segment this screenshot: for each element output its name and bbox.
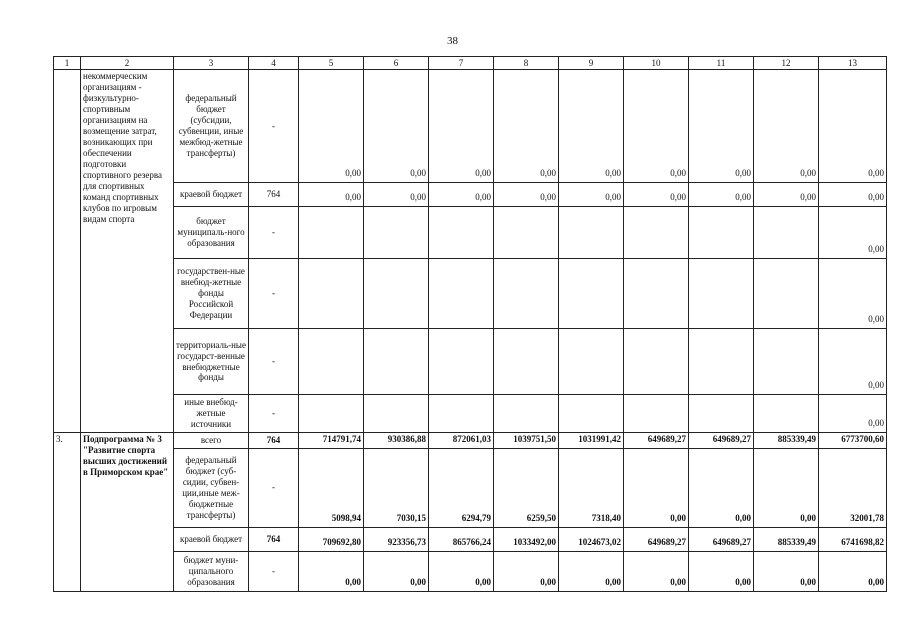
amount-cell xyxy=(364,329,429,395)
column-header: 13 xyxy=(819,57,887,70)
amount-cell: 0,00 xyxy=(819,207,887,259)
amount-cell xyxy=(624,259,689,329)
amount-cell: 0,00 xyxy=(689,183,754,207)
amount-cell: 1024673,02 xyxy=(559,527,624,551)
amount-cell: 1033492,00 xyxy=(494,527,559,551)
amount-cell xyxy=(754,259,819,329)
amount-cell xyxy=(494,207,559,259)
amount-cell: 923356,73 xyxy=(364,527,429,551)
amount-cell: 649689,27 xyxy=(689,527,754,551)
budget-table xyxy=(53,56,887,592)
amount-cell: 0,00 xyxy=(624,70,689,183)
amount-cell: 1039751,50 xyxy=(494,433,559,449)
amount-cell: 865766,24 xyxy=(429,527,494,551)
row-index xyxy=(54,70,81,433)
amount-cell xyxy=(689,207,754,259)
page-number: 38 xyxy=(447,35,458,47)
amount-cell: 5098,94 xyxy=(299,448,364,527)
amount-cell: 0,00 xyxy=(299,183,364,207)
row-index: 3. xyxy=(54,433,81,592)
column-header: 8 xyxy=(494,57,559,70)
amount-cell xyxy=(689,329,754,395)
amount-cell xyxy=(689,395,754,433)
amount-cell: 0,00 xyxy=(364,551,429,591)
column-number-row xyxy=(54,57,887,70)
amount-cell xyxy=(429,207,494,259)
amount-cell xyxy=(754,329,819,395)
column-header: 11 xyxy=(689,57,754,70)
amount-cell: 0,00 xyxy=(819,329,887,395)
amount-cell: 0,00 xyxy=(299,551,364,591)
amount-cell: 0,00 xyxy=(494,70,559,183)
amount-cell: 930386,88 xyxy=(364,433,429,449)
column-header: 6 xyxy=(364,57,429,70)
amount-cell: 649689,27 xyxy=(689,433,754,449)
amount-cell: 0,00 xyxy=(819,70,887,183)
amount-cell: 0,00 xyxy=(819,183,887,207)
budget-code: - xyxy=(249,551,299,591)
amount-cell xyxy=(364,259,429,329)
table-row xyxy=(54,433,887,449)
funding-source: бюджет муни-ципального образования xyxy=(174,551,249,591)
table-row xyxy=(54,259,887,329)
amount-cell: 0,00 xyxy=(754,183,819,207)
budget-code: - xyxy=(249,70,299,183)
funding-source: федеральный бюджет (субсидии, субвенции, иные межбюд-жетные трансферты) xyxy=(174,70,249,183)
amount-cell xyxy=(364,207,429,259)
amount-cell: 7318,40 xyxy=(559,448,624,527)
amount-cell: 649689,27 xyxy=(624,527,689,551)
amount-cell xyxy=(559,329,624,395)
amount-cell: 0,00 xyxy=(689,70,754,183)
amount-cell xyxy=(494,259,559,329)
amount-cell xyxy=(299,329,364,395)
table-row xyxy=(54,395,887,433)
amount-cell: 0,00 xyxy=(364,70,429,183)
table-row xyxy=(54,527,887,551)
table-row xyxy=(54,551,887,591)
column-header: 12 xyxy=(754,57,819,70)
amount-cell: 0,00 xyxy=(624,551,689,591)
amount-cell: 0,00 xyxy=(429,551,494,591)
column-header: 9 xyxy=(559,57,624,70)
amount-cell xyxy=(299,395,364,433)
amount-cell: 0,00 xyxy=(819,551,887,591)
amount-cell: 0,00 xyxy=(754,448,819,527)
amount-cell: 0,00 xyxy=(429,70,494,183)
amount-cell xyxy=(624,395,689,433)
amount-cell: 0,00 xyxy=(559,70,624,183)
amount-cell: 0,00 xyxy=(689,551,754,591)
column-header: 10 xyxy=(624,57,689,70)
amount-cell: 6294,79 xyxy=(429,448,494,527)
table-row xyxy=(54,448,887,527)
column-header: 2 xyxy=(81,57,174,70)
amount-cell: 872061,03 xyxy=(429,433,494,449)
budget-code: 764 xyxy=(249,527,299,551)
amount-cell xyxy=(754,395,819,433)
amount-cell xyxy=(299,259,364,329)
table-row xyxy=(54,207,887,259)
amount-cell: 6259,50 xyxy=(494,448,559,527)
amount-cell: 1031991,42 xyxy=(559,433,624,449)
amount-cell xyxy=(689,259,754,329)
amount-cell xyxy=(364,395,429,433)
amount-cell xyxy=(559,259,624,329)
amount-cell: 0,00 xyxy=(689,448,754,527)
amount-cell xyxy=(559,207,624,259)
funding-source: иные внебюд-жетные источники xyxy=(174,395,249,433)
amount-cell xyxy=(429,259,494,329)
program-name xyxy=(81,433,174,592)
amount-cell: 709692,80 xyxy=(299,527,364,551)
funding-source: государствен-ные внебюд-жетные фонды Российской Федерации xyxy=(174,259,249,329)
amount-cell xyxy=(494,329,559,395)
column-header: 4 xyxy=(249,57,299,70)
table-row xyxy=(54,70,887,183)
column-header: 5 xyxy=(299,57,364,70)
amount-cell: 0,00 xyxy=(299,70,364,183)
amount-cell: 714791,74 xyxy=(299,433,364,449)
amount-cell: 885339,49 xyxy=(754,433,819,449)
table-row xyxy=(54,329,887,395)
budget-code: 764 xyxy=(249,433,299,449)
budget-code: - xyxy=(249,329,299,395)
amount-cell: 0,00 xyxy=(819,259,887,329)
amount-cell: 0,00 xyxy=(429,183,494,207)
amount-cell xyxy=(624,207,689,259)
amount-cell: 0,00 xyxy=(364,183,429,207)
amount-cell: 0,00 xyxy=(559,183,624,207)
column-header: 3 xyxy=(174,57,249,70)
amount-cell: 649689,27 xyxy=(624,433,689,449)
amount-cell: 0,00 xyxy=(819,395,887,433)
amount-cell xyxy=(559,395,624,433)
amount-cell: 32001,78 xyxy=(819,448,887,527)
funding-source: федеральный бюджет (суб-сидии, субвен-ции,иные меж-бюджетные трансферты) xyxy=(174,448,249,527)
amount-cell: 7030,15 xyxy=(364,448,429,527)
amount-cell xyxy=(429,395,494,433)
amount-cell: 0,00 xyxy=(754,70,819,183)
amount-cell: 0,00 xyxy=(624,448,689,527)
amount-cell: 6741698,82 xyxy=(819,527,887,551)
amount-cell: 0,00 xyxy=(494,183,559,207)
funding-source: всего xyxy=(174,433,249,449)
amount-cell: 885339,49 xyxy=(754,527,819,551)
amount-cell xyxy=(754,207,819,259)
budget-code: - xyxy=(249,395,299,433)
amount-cell: 0,00 xyxy=(559,551,624,591)
funding-source: краевой бюджет xyxy=(174,183,249,207)
amount-cell: 6773700,60 xyxy=(819,433,887,449)
budget-code: 764 xyxy=(249,183,299,207)
budget-code: - xyxy=(249,448,299,527)
column-header: 7 xyxy=(429,57,494,70)
amount-cell: 0,00 xyxy=(494,551,559,591)
program-name: некоммерческим организациям - физкультурно-спортивным организациям на возмещение затрат, возникающих при обеспечении подготовки спортивного резерва для спортивных команд спортивных клубов по игровым видам спорта xyxy=(81,70,174,433)
amount-cell xyxy=(299,207,364,259)
amount-cell: 0,00 xyxy=(624,183,689,207)
budget-code: - xyxy=(249,259,299,329)
amount-cell xyxy=(429,329,494,395)
funding-source: краевой бюджет xyxy=(174,527,249,551)
table-row xyxy=(54,183,887,207)
funding-source: территориаль-ные государст-венные внебюджетные фонды xyxy=(174,329,249,395)
subprogram-title: Подпрограмма № 3 "Развитие спорта высших достижений в Приморском крае" xyxy=(83,434,169,477)
funding-source: бюджет муниципаль-ного образования xyxy=(174,207,249,259)
column-header: 1 xyxy=(54,57,81,70)
amount-cell: 0,00 xyxy=(754,551,819,591)
amount-cell xyxy=(624,329,689,395)
amount-cell xyxy=(494,395,559,433)
budget-code: - xyxy=(249,207,299,259)
